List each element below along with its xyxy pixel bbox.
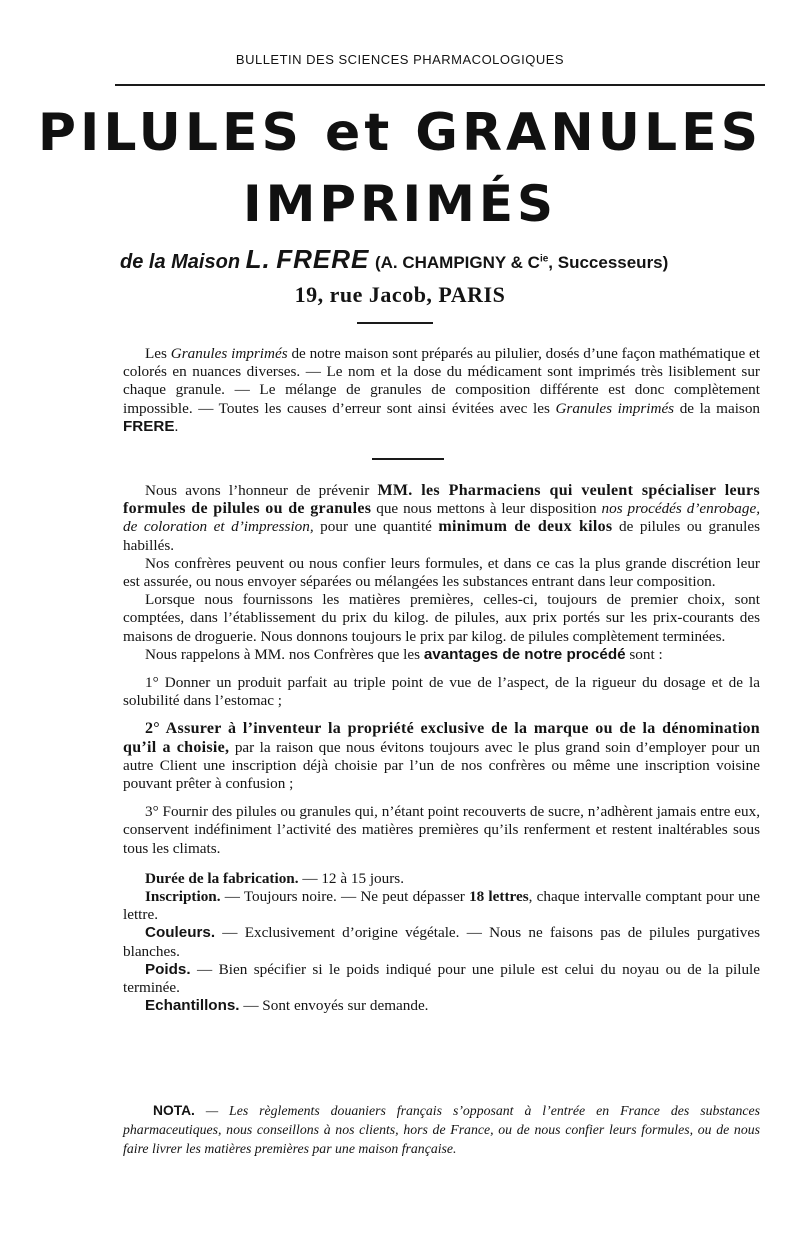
main-text <box>123 482 760 1015</box>
firm-initial: L. <box>245 244 271 274</box>
advantage-2: 2° Assurer à l’inventeur la propriété exclusive de la marque ou de la dénomination qu’il a choisie, par la raison que nous évitons toujours avec le plus grand soin d’employer pour un autre Client une inscription déjà choisie par l’un de nos confrères ou même une inscription voisine pouvant prêter à confusion ; <box>123 720 760 793</box>
title-line-1: PILULES et GRANULES <box>37 103 763 163</box>
poids-line: Poids. — Bien spécifier si le poids indiqué pour une pilule est celui du noyau ou de la pilule terminée. <box>123 960 760 997</box>
divider-2 <box>372 458 444 460</box>
divider-1 <box>357 322 433 324</box>
echantillons-line: Echantillons. — Sont envoyés sur demande. <box>145 997 429 1015</box>
paragraph-avantages: Nous rappelons à MM. nos Confrères que les avantages de notre procédé sont : <box>145 645 663 663</box>
duree-line: Durée de la fabrication. — 12 à 15 jours. <box>145 869 405 887</box>
inscription-line: Inscription. — Toujours noire. — Ne peut dépasser 18 lettres, chaque intervalle comptant pour une lettre. <box>123 888 761 924</box>
header-rule <box>115 84 765 86</box>
firm-successors: (A. CHAMPIGNY & $C^{ie}$, Successeurs) <box>374 253 669 272</box>
firm-name: FRERE <box>276 244 370 274</box>
advantage-3: 3° Fournir des pilules ou granules qui, n’étant point recouverts de sucre, n’adhèrent jamais entre eux, conservent indéfiniment l’activité des matières premières qu’ils renferment et restent inaltérables sous tous les climats. <box>123 803 760 857</box>
paragraph-confreres: Nos confrères peuvent ou nous confier leurs formules, et dans ce cas la plus grande discrétion leur est assurée, ou nous envoyer séparées ou mélangées les substances entrant dans leur composition. <box>123 554 760 591</box>
firm-prefix: de la Maison <box>120 251 241 273</box>
firm-line <box>120 244 760 275</box>
paragraph-granules: Les Granules imprimés de notre maison sont préparés au pilulier, dosés d’une façon mathématique et colorés en nuances diverses. — Le nom et la dose du médicament sont imprimés très lisiblement sur chaque granule. — Le mélange de granules de composition différente est donc complètement impossible. — Toutes les causes d’erreur sont ainsi évitées avec les Granules imprimés de la maison FRERE. <box>123 345 761 435</box>
advantage-1: 1° Donner un produit parfait au triple point de vue de l’aspect, de la rigueur du dosage et de la solubilité dans l’estomac ; <box>123 674 760 710</box>
nota-footnote: NOTA. — Les règlements douaniers français s’opposant à l’entrée en France des substances pharmaceutiques, nous conseillons à nos clients, hors de France, ou de nous confier leurs formules, ou de nous faire livrer les matières premières par une maison française. <box>123 1103 760 1156</box>
couleurs-line: Couleurs. — Exclusivement d’origine végétale. — Nous ne faisons pas de pilules purgatives blanches. <box>123 924 760 960</box>
paragraph-announcement: Nous avons l’honneur de prévenir MM. les Pharmaciens qui veulent spécialiser leurs formules de pilules ou de granules que nous mettons à leur disposition nos procédés d’enrobage, de coloration et d’impression, pour une quantité minimum de deux kilos de pilules ou granules habillés. <box>123 482 760 554</box>
address: 19, rue Jacob, PARIS <box>294 282 506 307</box>
title-line-2: IMPRIMÉS <box>242 175 558 233</box>
paragraph-matieres: Lorsque nous fournissons les matières premières, celles-ci, toujours de premier choix, sont comptées, dans l’établissement du prix du kilog. de pilules, aux prix portés sur les prix-courants des maisons de droguerie. Nous donnons toujours le prix par kilog. de pilules complètement terminées. <box>123 591 760 645</box>
running-head: BULLETIN DES SCIENCES PHARMACOLOGIQUES <box>235 52 565 67</box>
